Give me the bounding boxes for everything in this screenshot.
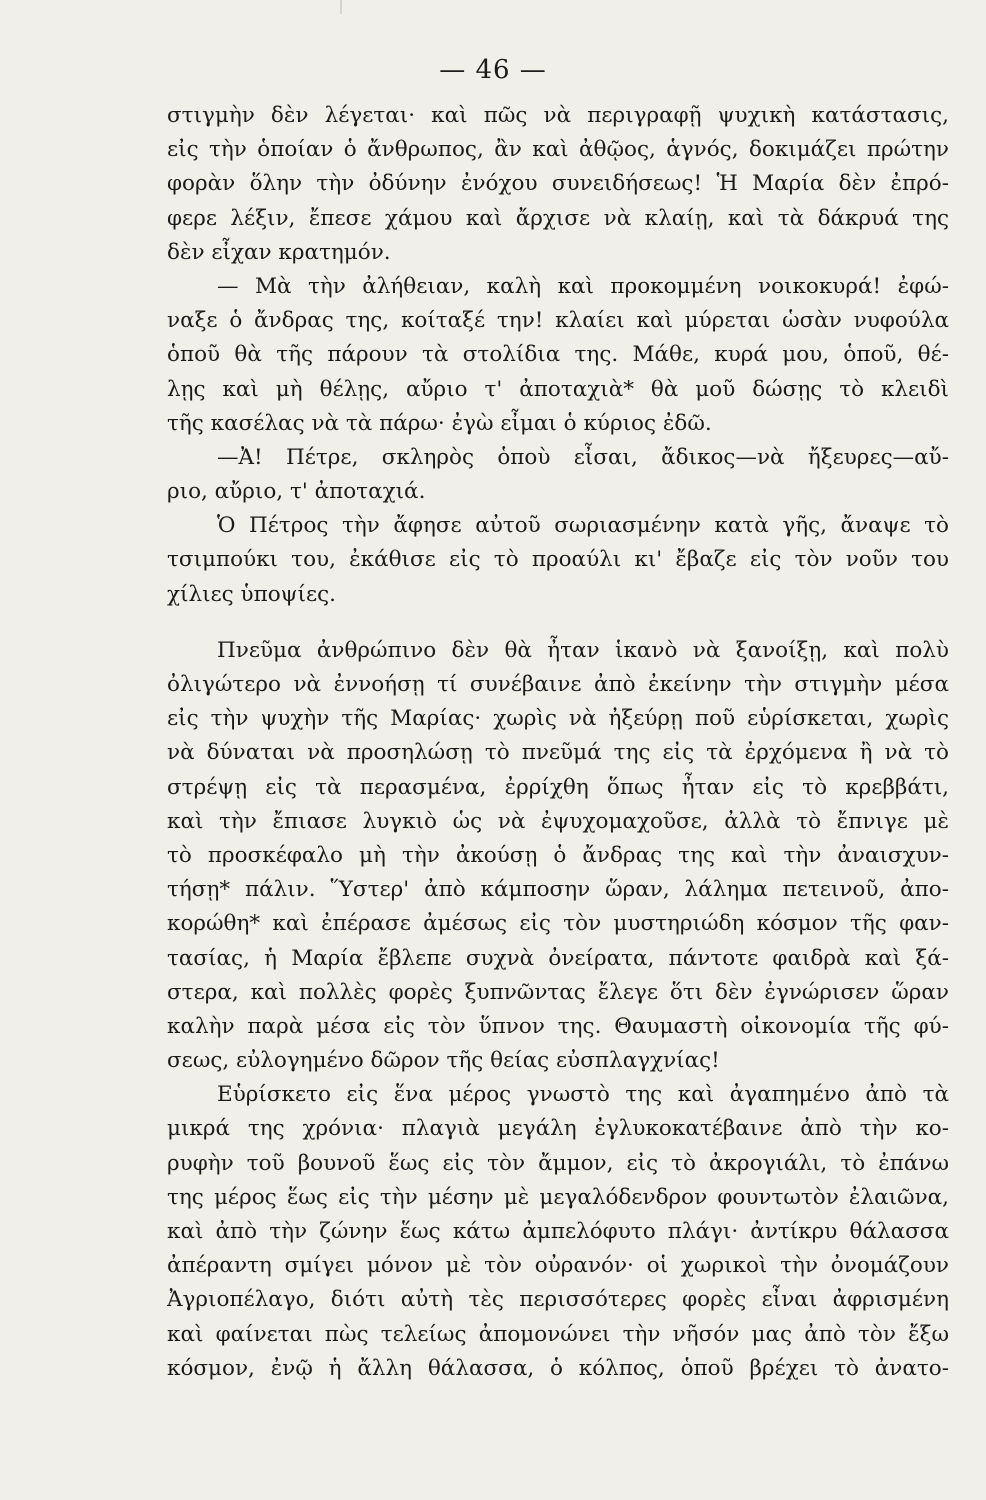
- text-line: εἰς τὴν ψυχὴν τῆς Μαρίας· χωρὶς νὰ ἠξεύρῃ ποῦ εὑρίσκεται, χωρὶς: [167, 706, 949, 732]
- text-line: Πνεῦμα ἀνθρώπινο δὲν θὰ ἦταν ἱκανὸ νὰ ξανοίξῃ, καὶ πολὺ: [217, 637, 949, 663]
- text-line: Εὑρίσκετο εἰς ἕνα μέρος γνωστὸ της καὶ ἀγαπημένο ἀπὸ τὰ: [217, 1082, 949, 1108]
- text-line: δὲν εἶχαν κρατημόν.: [167, 239, 391, 265]
- text-line: κόσμον, ἐνῷ ἡ ἄλλη θάλασσα, ὁ κόλπος, ὁποῦ βρέχει τὸ ἀνατο-: [167, 1355, 949, 1381]
- text-line: καλὴν παρὰ μέσα εἰς τὸν ὕπνον της. Θαυμαστὴ οἰκονομία τῆς φύ-: [167, 1013, 949, 1039]
- text-line: μικρά της χρόνια· πλαγιὰ μεγάλη ἐγλυκοκατέβαινε ἀπὸ τὴν κο-: [167, 1116, 949, 1142]
- text-line: —Ἀ! Πέτρε, σκληρὸς ὁποὺ εἶσαι, ἄδικος—νὰ ἤξευρες—αὔ-: [217, 444, 949, 470]
- text-line: στερα, καὶ πολλὲς φορὲς ξυπνῶντας ἔλεγε ὅτι δὲν ἐγνώρισεν ὥραν: [167, 979, 949, 1005]
- text-line: κορώθη* καὶ ἐπέρασε ἀμέσως εἰς τὸν μυστηριώδη κόσμον τῆς φαν-: [167, 911, 949, 937]
- text-line: στρέψῃ εἰς τὰ περασμένα, ἐρρίχθη ὅπως ἦταν εἰς τὸ κρεββάτι,: [167, 774, 949, 800]
- text-line: νὰ δύναται νὰ προσηλώσῃ τὸ πνεῦμά της εἰς τὰ ἐρχόμενα ἢ νὰ τὸ: [167, 740, 949, 766]
- text-line: εἰς τὴν ὁποίαν ὁ ἄνθρωπος, ἂν καὶ ἀθῷος, ἁγνός, δοκιμάζει πρώτην: [167, 137, 949, 163]
- paper-mark: [340, 0, 342, 14]
- text-line: τήσῃ* πάλιν. Ὕστερ' ἀπὸ κάμποσην ὥραν, λάλημα πετεινοῦ, ἀπο-: [167, 877, 949, 903]
- text-line: ὁποῦ θὰ τῆς πάρουν τὰ στολίδια της. Μάθε, κυρά μου, ὁποῦ, θέ-: [167, 342, 949, 368]
- text-line: καὶ ἀπὸ τὴν ζώνην ἕως κάτω ἀμπελόφυτο πλάγι· ἀντίκρυ θάλασσα: [167, 1219, 949, 1244]
- text-line: στιγμὴν δὲν λέγεται· καὶ πῶς νὰ περιγραφῇ ψυχικὴ κατάστασις,: [167, 103, 949, 128]
- text-line: ὀλιγώτερο νὰ ἐννοήσῃ τί συνέβαινε ἀπὸ ἐκείνην τὴν στιγμὴν μέσα: [167, 672, 949, 697]
- paragraph-gap: [167, 612, 949, 634]
- text-line: τῆς κασέλας νὰ τὰ πάρω· ἐγὼ εἶμαι ὁ κύριος ἐδῶ.: [167, 410, 712, 436]
- text-line: τασίας, ἡ Μαρία ἔβλεπε συχνὰ ὀνείρατα, πάντοτε φαιδρὰ καὶ ξά-: [167, 945, 949, 971]
- text-line: της μέρος ἕως εἰς τὴν μέσην μὲ μεγαλόδενδρον φουντωτὸν ἐλαιῶνα,: [167, 1184, 949, 1210]
- text-line: λῃς καὶ μὴ θέλῃς, αὔριο τ' ἀποταχιὰ* θὰ μοῦ δώσῃς τὸ κλειδὶ: [167, 376, 949, 402]
- text-line: καὶ τὴν ἔπιασε λυγκιὸ ὡς νὰ ἐψυχομαχοῦσε, ἀλλὰ τὸ ἔπνιγε μὲ: [167, 808, 949, 834]
- text-line: — Μὰ τὴν ἀλήθειαν, καλὴ καὶ προκομμένη νοικοκυρά! ἐφώ-: [217, 273, 949, 299]
- text-line: σεως, εὐλογημένο δῶρον τῆς θείας εὐσπλαγχνίας!: [167, 1048, 720, 1074]
- text-line: ρυφὴν τοῦ βουνοῦ ἕως εἰς τὸν ἄμμον, εἰς τὸ ἀκρογιάλι, τὸ ἐπάνω: [167, 1150, 949, 1176]
- text-line: Ἀγριοπέλαγο, διότι αὐτὴ τὲς περισσότερες φορὲς εἶναι ἀφρισμένη: [167, 1287, 949, 1313]
- text-line: χίλιες ὑποψίες.: [167, 581, 336, 607]
- text-line: ναξε ὁ ἄνδρας της, κοίταξέ την! κλαίει καὶ μύρεται ὡσὰν νυφούλα: [167, 308, 949, 334]
- text-line: φερε λέξιν, ἔπεσε χάμου καὶ ἄρχισε νὰ κλαίῃ, καὶ τὰ δάκρυά της: [167, 205, 949, 231]
- text-line: φορὰν ὅλην τὴν ὀδύνην ἐνόχου συνειδήσεως! Ἡ Μαρία δὲν ἐπρό-: [167, 171, 949, 197]
- text-line: ἀπέραντη σμίγει μόνον μὲ τὸν οὐρανόν· οἱ χωρικοὶ τὴν ὀνομάζουν: [167, 1253, 949, 1279]
- text-line: ριο, αὔριο, τ' ἀποταχιά.: [167, 479, 426, 505]
- text-line: Ὁ Πέτρος τὴν ἄφησε αὐτοῦ σωριασμένην κατὰ γῆς, ἄναψε τὸ: [217, 513, 949, 539]
- text-line: τὸ προσκέφαλο μὴ τὴν ἀκούσῃ ὁ ἄνδρας της καὶ τὴν ἀναισχυν-: [167, 842, 949, 868]
- page-number: — 46 —: [439, 55, 547, 85]
- body-text: [167, 99, 949, 1386]
- text-line: καὶ φαίνεται πὼς τελείως ἀπομονώνει τὴν νῆσόν μας ἀπὸ τὸν ἔξω: [167, 1321, 949, 1347]
- text-line: τσιμπούκι του, ἐκάθισε εἰς τὸ προαύλι κι' ἔβαζε εἰς τὸν νοῦν του: [167, 547, 949, 573]
